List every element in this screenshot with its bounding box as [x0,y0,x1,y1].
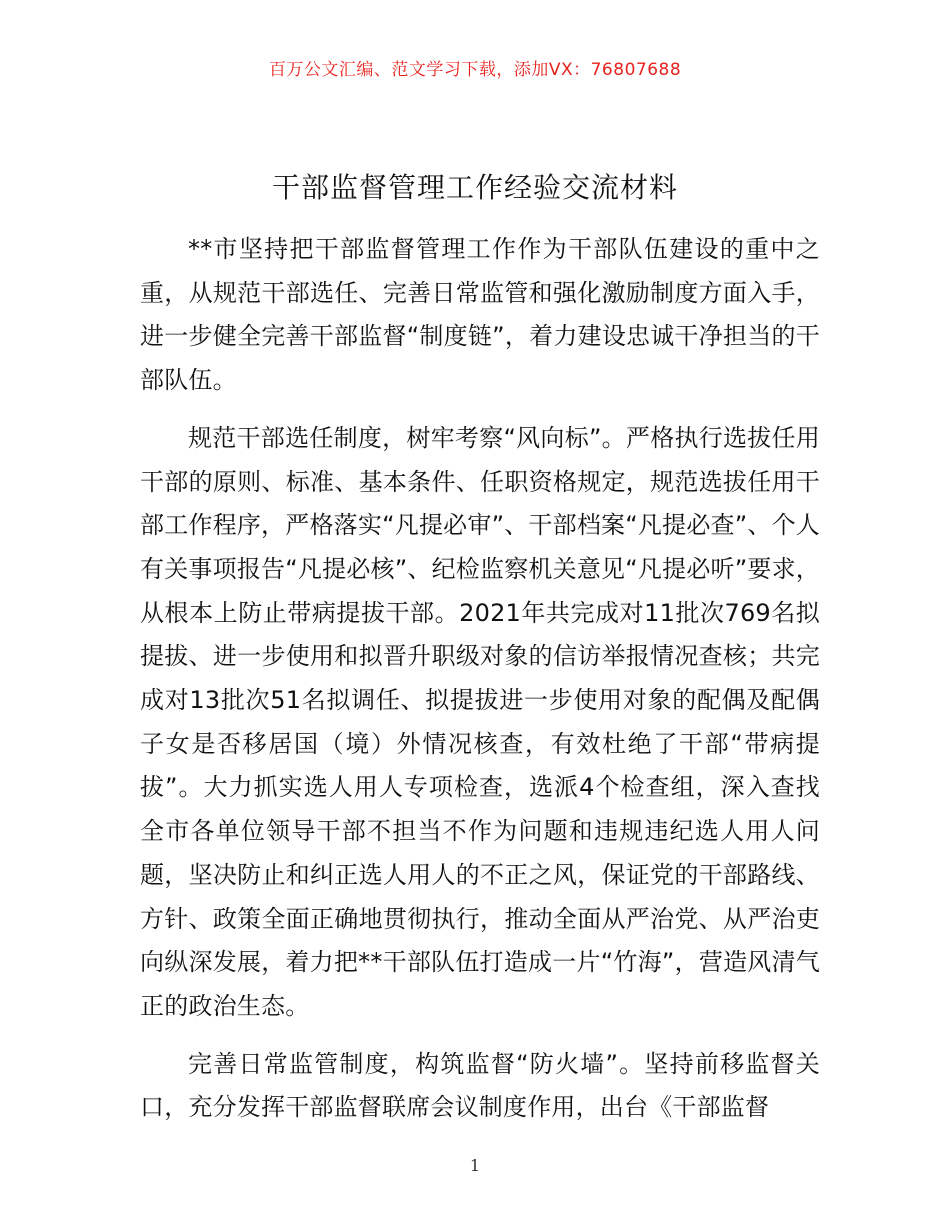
page-number: 1 [469,1156,481,1175]
header-watermark-note: 百万公文汇编、范文学习下载，添加VX：76807688 [268,60,682,80]
paragraph-selection-system: 规范干部选任制度，树牢考察“风向标”。严格执行选拔任用干部的原则、标准、基本条件、任职资格规定，规范选拔任用干部工作程序，严格落实“凡提必审”、干部档案“凡提必查”、个人有关事项报告“凡提必核”、纪检监察机关意见“凡提必听”要求，从根本上防止带病提拔干部。2021年共完成对11批次769名拟提拔、进一步使用和拟晋升职级对象的信访举报情况查核；共完成对13批次51名拟调任、拟提拔进一步使用对象的配偶及配偶子女是否移居国（境）外情况核查，有效杜绝了干部“带病提拔”。大力抓实选人用人专项检查，选派4个检查组，深入查找全市各单位领导干部不担当不作为问题和违规违纪选人用人问题，坚决防止和纠正选人用人的不正之风，保证党的干部路线、方针、政策全面正确地贯彻执行，推动全面从严治党、从严治吏向纵深发展，着力把**干部队伍打造成一片“竹海”，营造风清气正的政治生态。 [140,423,820,1020]
paragraph-daily-supervision: 完善日常监管制度，构筑监督“防火墙”。坚持前移监督关口，充分发挥干部监督联席会议制度作用，出台《干部监督 [140,1049,820,1122]
document-body [140,228,820,1144]
document-title: 干部监督管理工作经验交流材料 [271,171,678,204]
paragraph-intro: **市坚持把干部监督管理工作作为干部队伍建设的重中之重，从规范干部选任、完善日常监管和强化激励制度方面入手，进一步健全完善干部监督“制度链”，着力建设忠诚干净担当的干部队伍。 [140,235,820,395]
